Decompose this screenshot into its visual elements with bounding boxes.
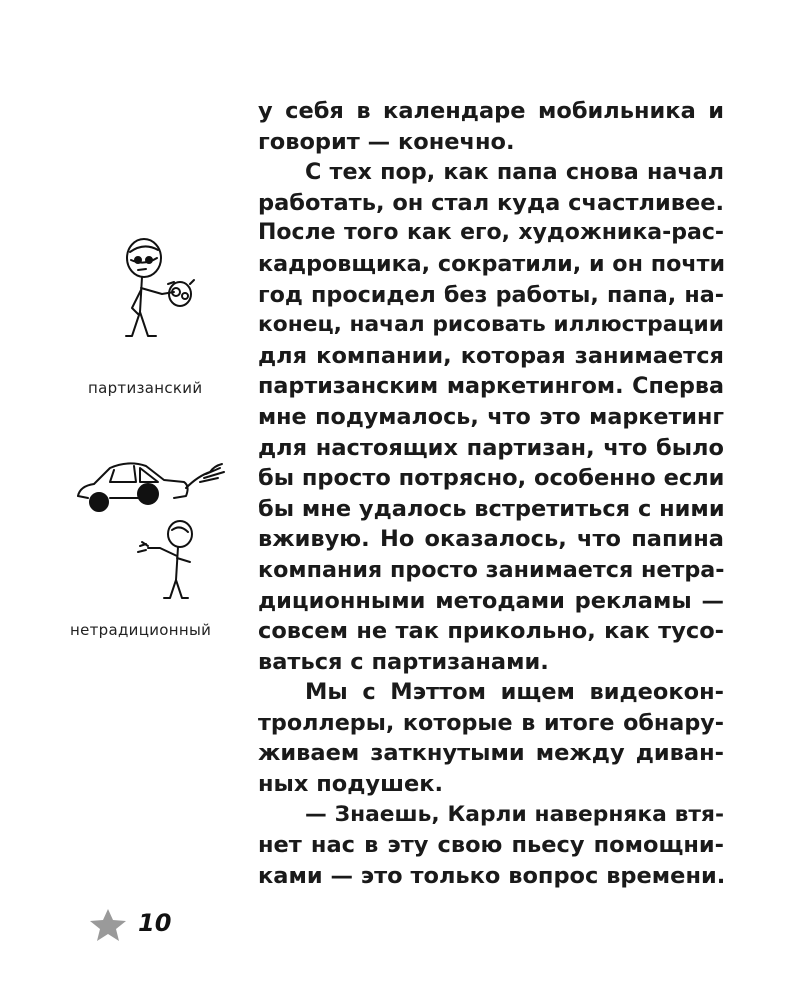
partisan-label: партизанский [88, 379, 203, 397]
text-line: После того как его, художника-рас- [258, 220, 724, 246]
text-line: живаем заткнутыми между диван- [258, 740, 724, 767]
body-text [258, 96, 724, 891]
text-line: С тех пор, как папа снова начал [305, 159, 724, 186]
text-line: мне подумалось, что это маркетинг [258, 403, 724, 430]
text-line: Мы с Мэттом ищем видеокон- [305, 679, 724, 706]
text-line: бы просто потрясно, особенно если [258, 465, 725, 492]
text-line: ных подушек. [258, 771, 444, 798]
text-line: компания просто занимается нетра- [258, 556, 725, 583]
text-line: говорит — конечно. [258, 128, 515, 155]
text-line: бы мне удалось встретиться с ними [258, 495, 725, 522]
partisan-figure-icon [118, 236, 200, 352]
text-line: работать, он стал куда счастливее. [258, 189, 725, 216]
text-line: конец, начал рисовать иллюстрации [258, 312, 724, 338]
text-line: год просидел без работы, папа, на- [258, 281, 724, 308]
text-line: вживую. Но оказалось, что папина [258, 526, 724, 553]
star-icon [88, 908, 128, 942]
text-line: ваться с партизанами. [258, 648, 549, 675]
text-line: совсем не так прикольно, как тусо- [258, 618, 724, 645]
car-and-figure-icon [74, 452, 230, 602]
text-line: диционными методами рекламы — [258, 587, 724, 614]
text-line: партизанским маркетингом. Сперва [258, 373, 724, 400]
unconventional-label: нетрадиционный [70, 621, 212, 639]
text-line: нет нас в эту свою пьесу помощни- [258, 832, 724, 859]
page-number: 10 [138, 909, 172, 937]
text-line: для компании, которая занимается [258, 342, 724, 369]
text-line: — Знаешь, Карли наверняка втя- [305, 801, 724, 827]
text-line: у себя в календаре мобильника и [258, 98, 724, 124]
text-line: троллеры, которые в итоге обнару- [258, 709, 724, 736]
text-line: кадровщика, сократили, и он почти [258, 250, 726, 277]
text-line: для настоящих партизан, что было [258, 434, 724, 461]
text-line: ками — это только вопрос времени. [258, 862, 726, 889]
